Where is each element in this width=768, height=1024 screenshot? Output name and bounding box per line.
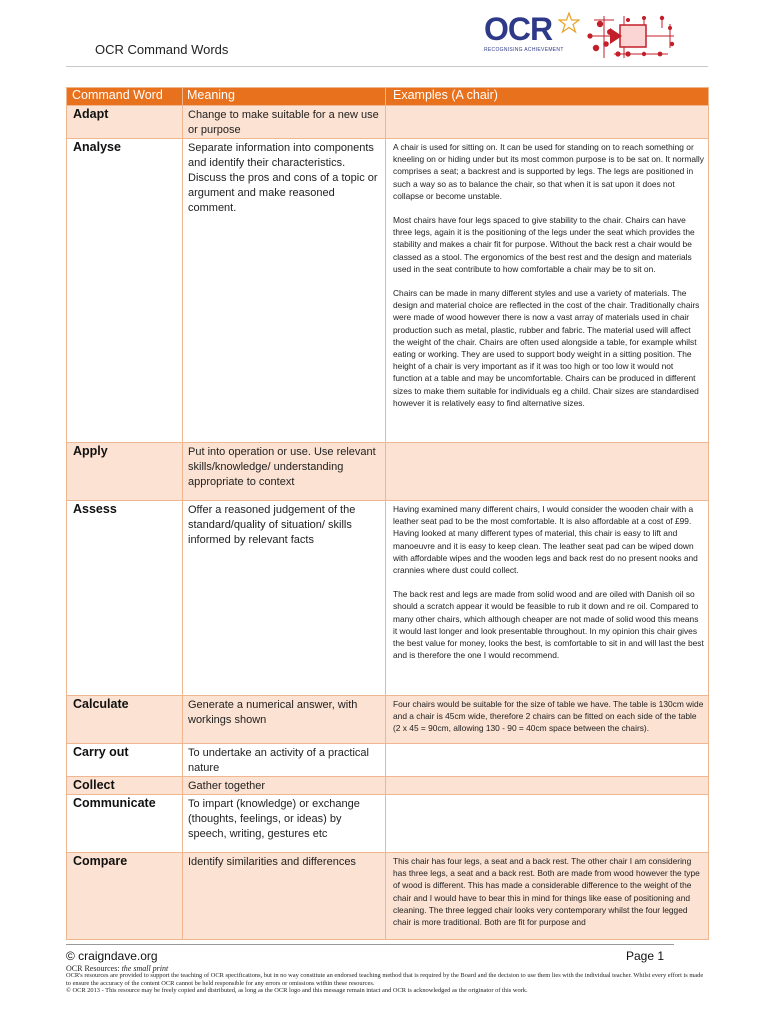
- ocr-logo-tagline: RECOGNISING ACHIEVEMENT: [484, 47, 564, 53]
- example-paragraph: Most chairs have four legs spaced to give stability to the chair. Chairs can have three legs, again it is the positioning of the legs under the seat which provides the stability and makes a chair fit for purpose. Without the back rest a chair would be classed as a stool. The ergonomics of the best rest and the design and materials used in the seat contribute to how comfortable a chair may be to sit on.: [393, 215, 695, 274]
- example-paragraph: Having examined many different chairs, I would consider the wooden chair with a leather seat pad to be the most comfortable. It is also affordable at a cost of £99. Having looked at many different types of material, this chair is easy to lift and manoeuvre and it is easy to keep clean. The leather seat pad can be wiped down with affordable wipes and the wooden legs and back rest do no present nooks and crannies where dust could collect.: [393, 504, 698, 576]
- command-word-cell: Collect: [73, 778, 115, 792]
- meaning-cell: Put into operation or use. Use relevant skills/knowledge/ understanding appropriate to context: [188, 446, 376, 488]
- table-row: [67, 696, 709, 744]
- table-row: [67, 139, 709, 443]
- document-header-title: OCR Command Words: [95, 42, 229, 57]
- example-paragraph: A chair is used for sitting on. It can be used for standing on to reach something or kneeling on or hiding under but its most common purpose is to be sat on. It normally comprises a seat; a backrest and is supported by legs. The legs are positioned in such a way so as to balance the chair, so that when it is sat upon it does not collapse or become unstable.: [393, 142, 704, 201]
- command-word-cell: Apply: [73, 444, 108, 458]
- table-row: [67, 853, 709, 940]
- meaning-cell: Separate information into components and identify their characteristics. Discuss the pros and cons of a topic or argument and make reasoned comment.: [188, 142, 378, 214]
- examples-cell: [386, 853, 708, 928]
- resources-label: OCR Resources:: [66, 964, 120, 973]
- table-row: [67, 777, 709, 795]
- example-paragraph: This chair has four legs, a seat and a back rest. The other chair I am considering has three legs, a seat and a back rest. Both are made from wood however the type of wood is different. This has made a considerable difference to the weight of the chair and I would have to bear this in mind for things like ease of positioning and cleaning. The three legged chair looks very contemporary whilst the four legged chair is more traditional. Both are fit for purpose and: [393, 856, 700, 928]
- table-row: [67, 795, 709, 853]
- meaning-cell: Offer a reasoned judgement of the standard/quality of situation/ skills informed by relevant facts: [188, 504, 356, 546]
- examples-cell: [386, 795, 708, 797]
- column-header-meaning: Meaning: [183, 88, 386, 106]
- meaning-cell: Change to make suitable for a new use or purpose: [188, 109, 379, 136]
- command-word-cell: Carry out: [73, 745, 129, 759]
- resources-italic: the small print: [121, 964, 169, 973]
- table-row: [67, 443, 709, 501]
- meaning-cell: Generate a numerical answer, with workings shown: [188, 699, 358, 726]
- table-row: [67, 744, 709, 777]
- command-word-cell: Adapt: [73, 107, 109, 121]
- examples-cell: [386, 501, 708, 661]
- examples-cell: [386, 443, 708, 445]
- examples-cell: [386, 696, 708, 735]
- column-header-examples: Examples (A chair): [386, 88, 709, 106]
- meaning-cell: To undertake an activity of a practical nature: [188, 747, 369, 774]
- table-row: [67, 501, 709, 696]
- command-word-cell: Communicate: [73, 796, 156, 810]
- example-paragraph: Four chairs would be suitable for the size of table we have. The table is 130cm wide and a chair is 45cm wide, therefore 2 chairs can be fitted on each side of the table (2 x 45 = 90cm, allowing 130 - 90 = 40cm space between the chairs).: [393, 699, 704, 734]
- ocr-logo: [484, 11, 580, 60]
- examples-cell: [386, 777, 708, 779]
- table-row: [67, 106, 709, 139]
- column-header-command-word: Command Word: [67, 88, 183, 106]
- command-word-cell: Analyse: [73, 140, 121, 154]
- ocr-logo-text: OCR: [484, 11, 553, 47]
- command-word-cell: Compare: [73, 854, 128, 868]
- example-paragraph: Chairs can be made in many different styles and use a variety of materials. The design and material choice are reflected in the cost of the chair. Traditionally chairs were made of wood however there is now a vast array of materials used in chair production such as metal, plastic, rubber and fabric. The material used will affect the weight of the chair. Chairs are often used alongside a table, for example whilst eating or working. They are used to support body weight in a sitting position. The height of a chair is very important as if it was too high or too low it would not function at a table and may be uncomfortable. Chairs can be produced in different sizes to make them suitable for individuals eg a child. Chair sizes are standardised however it is relatively easy to find alternative sizes.: [393, 288, 700, 408]
- footer-copyright: © craigndave.org: [66, 949, 158, 963]
- star-icon: [558, 12, 580, 34]
- command-word-cell: Assess: [73, 502, 117, 516]
- examples-cell: [386, 744, 708, 746]
- meaning-cell: Identify similarities and differences: [188, 856, 356, 868]
- examples-cell: [386, 106, 708, 108]
- example-paragraph: The back rest and legs are made from solid wood and are oiled with Danish oil so should a scratch appear it would be feasible to rub it down and re oil. Compared to many other chairs, which although cheaper are not made of solid wood this means it would last longer and look presentable throughout. In my opinion this chair gives the best value for money, looks the best, is comfortable to sit in and will last the best and is therefore the one I would recommend.: [393, 589, 704, 661]
- header-divider: [66, 66, 708, 67]
- examples-cell: [386, 139, 708, 409]
- circuit-decoration-icon: [584, 14, 678, 60]
- command-words-table: [66, 87, 709, 940]
- footer-fine-print: [66, 965, 706, 995]
- fine-print-paragraph: OCR's resources are provided to support the teaching of OCR specifications, but in no way constitute an endorsed teaching method that is required by the Board and the decision to use them lies with the individual teacher. Whilst every effort is made to ensure the accuracy of the content OCR cannot be held responsible for any errors or omissions within these resources.: [66, 972, 704, 987]
- command-word-cell: Calculate: [73, 697, 129, 711]
- fine-print-paragraph: © OCR 2013 - This resource may be freely copied and distributed, as long as the OCR logo and this message remain intact and OCR is acknowledged as the originator of this work.: [66, 987, 528, 995]
- page-number: Page 1: [626, 949, 665, 963]
- meaning-cell: Gather together: [188, 780, 266, 792]
- meaning-cell: To impart (knowledge) or exchange (thoughts, feelings, or ideas) by speech, writing, gestures etc: [188, 798, 360, 840]
- footer-divider: [66, 944, 674, 945]
